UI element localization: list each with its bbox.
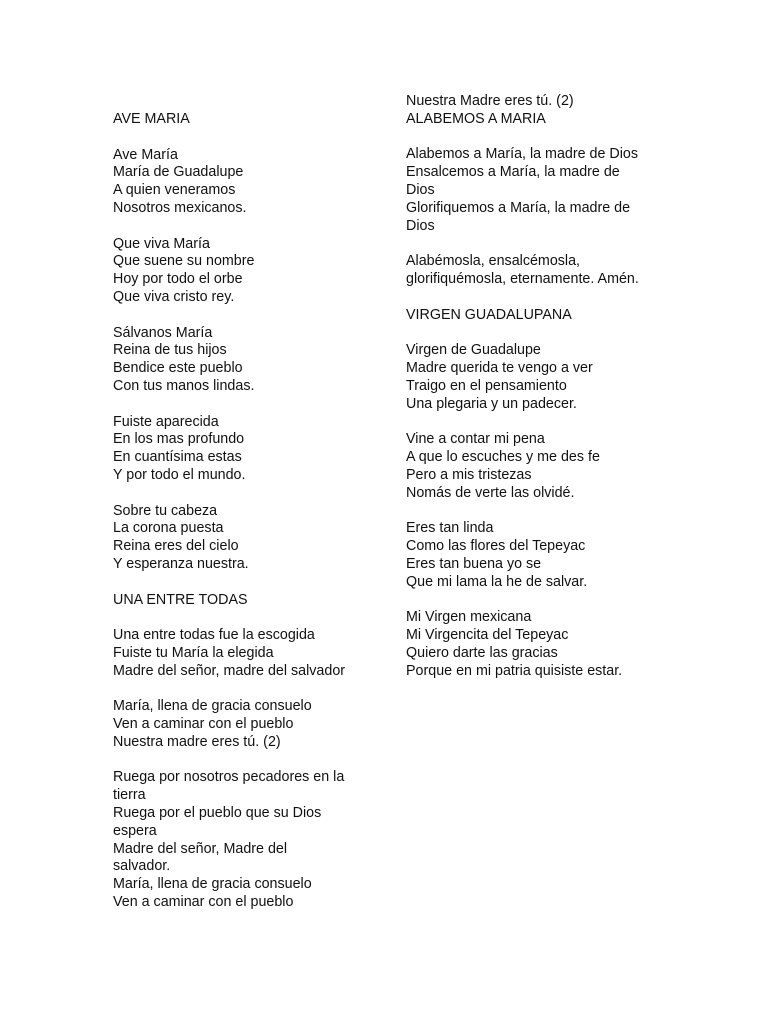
lyric-line: Virgen de Guadalupe bbox=[406, 342, 541, 359]
stanza-gap bbox=[113, 218, 373, 236]
lyric-line: Madre querida te vengo a ver bbox=[406, 359, 593, 376]
song-title: ALABEMOS A MARIA bbox=[406, 110, 546, 127]
lyric-line: Y por todo el mundo. bbox=[113, 466, 246, 483]
lyric-line: Que mi lama la he de salvar. bbox=[406, 573, 588, 590]
stanza-gap bbox=[113, 485, 373, 503]
lyric-line: Que viva María bbox=[113, 235, 210, 252]
lyric-line: Nomás de verte las olvidé. bbox=[406, 484, 575, 501]
lyric-line: tierra bbox=[113, 787, 146, 804]
lyric-line: Mi Virgen mexicana bbox=[406, 609, 532, 626]
lyric-line: Ven a caminar con el pueblo bbox=[113, 716, 294, 733]
lyric-line: Eres tan buena yo se bbox=[406, 555, 542, 572]
stanza-gap bbox=[406, 289, 676, 307]
song-title: AVE MARIA bbox=[113, 111, 190, 127]
stanza-gap bbox=[406, 413, 676, 431]
lyric-line: Ruega por el pueblo que su Dios bbox=[113, 805, 322, 822]
lyric-line: Pero a mis tristezas bbox=[406, 466, 532, 483]
lyric-line: Con tus manos lindas. bbox=[113, 377, 255, 394]
right-column bbox=[406, 93, 676, 680]
lyric-line: Ven a caminar con el pueblo bbox=[113, 894, 294, 911]
stanza-gap bbox=[406, 591, 676, 609]
lyric-line: Nuestra madre eres tú. (2) bbox=[113, 733, 281, 750]
lyric-line: En cuantísima estas bbox=[113, 449, 242, 466]
lyric-line: Una entre todas fue la escogida bbox=[113, 627, 315, 644]
lyric-line: Ensalcemos a María, la madre de bbox=[406, 164, 620, 181]
lyric-line: espera bbox=[113, 822, 157, 839]
lyric-line: Dios bbox=[406, 181, 435, 198]
lyric-line: Mi Virgencita del Tepeyac bbox=[406, 626, 569, 643]
lyric-line: Fuiste tu María la elegida bbox=[113, 644, 274, 661]
lyric-line: Quiero darte las gracias bbox=[406, 644, 558, 661]
lyric-line: Vine a contar mi pena bbox=[406, 431, 545, 448]
lyric-line: Porque en mi patria quisiste estar. bbox=[406, 662, 623, 679]
lyric-line: Ave María bbox=[113, 146, 178, 163]
lyric-line: Como las flores del Tepeyac bbox=[406, 537, 586, 554]
lyric-line: Madre del señor, Madre del bbox=[113, 840, 288, 857]
song-title: VIRGEN GUADALUPANA bbox=[406, 306, 572, 323]
lyric-line: Nuestra Madre eres tú. (2) bbox=[406, 93, 574, 109]
stanza-gap bbox=[113, 681, 373, 699]
lyric-line: Y esperanza nuestra. bbox=[113, 555, 249, 572]
stanza-gap bbox=[113, 307, 373, 325]
lyric-line: Madre del señor, madre del salvador bbox=[113, 662, 346, 679]
lyric-line: A que lo escuches y me des fe bbox=[406, 448, 600, 465]
lyric-line: La corona puesta bbox=[113, 520, 224, 537]
stanza-gap bbox=[406, 235, 676, 253]
lyric-line: Una plegaria y un padecer. bbox=[406, 395, 577, 412]
lyric-line: María, llena de gracia consuelo bbox=[113, 698, 312, 715]
lyric-line: Ruega por nosotros pecadores en la bbox=[113, 769, 345, 786]
stanza-gap bbox=[113, 396, 373, 414]
lyric-line: María de Guadalupe bbox=[113, 164, 244, 181]
lyric-line: Sobre tu cabeza bbox=[113, 502, 218, 519]
song-title: UNA ENTRE TODAS bbox=[113, 591, 248, 608]
lyric-line: Que viva cristo rey. bbox=[113, 288, 235, 305]
lyric-line: salvador. bbox=[113, 858, 171, 875]
lyric-line: Glorifiquemos a María, la madre de bbox=[406, 199, 631, 216]
stanza-gap bbox=[406, 502, 676, 520]
lyric-line: Reina de tus hijos bbox=[113, 342, 227, 359]
lyric-line: Hoy por todo el orbe bbox=[113, 271, 243, 288]
lyric-line: glorifiquémosla, eternamente. Amén. bbox=[406, 270, 639, 287]
stanza-gap bbox=[113, 752, 373, 770]
lyric-line: Nosotros mexicanos. bbox=[113, 199, 247, 216]
lyric-line: Bendice este pueblo bbox=[113, 360, 243, 377]
lyric-line: Alabémosla, ensalcémosla, bbox=[406, 253, 581, 270]
lyric-line: Alabemos a María, la madre de Dios bbox=[406, 146, 639, 163]
stanza-gap bbox=[113, 129, 373, 147]
lyric-line: En los mas profundo bbox=[113, 431, 245, 448]
stanza-gap bbox=[406, 324, 676, 342]
stanza-gap bbox=[406, 129, 676, 147]
lyric-line: María, llena de gracia consuelo bbox=[113, 876, 312, 893]
lyric-line: Sálvanos María bbox=[113, 324, 213, 341]
lyric-line: Que suene su nombre bbox=[113, 253, 255, 270]
left-column bbox=[113, 111, 373, 912]
stanza-gap bbox=[113, 574, 373, 592]
stanza-gap bbox=[113, 609, 373, 627]
lyric-line: Traigo en el pensamiento bbox=[406, 377, 567, 394]
lyric-line: Reina eres del cielo bbox=[113, 538, 239, 555]
lyric-line: A quien veneramos bbox=[113, 182, 236, 199]
lyric-line: Fuiste aparecida bbox=[113, 413, 219, 430]
lyric-line: Dios bbox=[406, 217, 435, 234]
lyric-line: Eres tan linda bbox=[406, 520, 494, 537]
